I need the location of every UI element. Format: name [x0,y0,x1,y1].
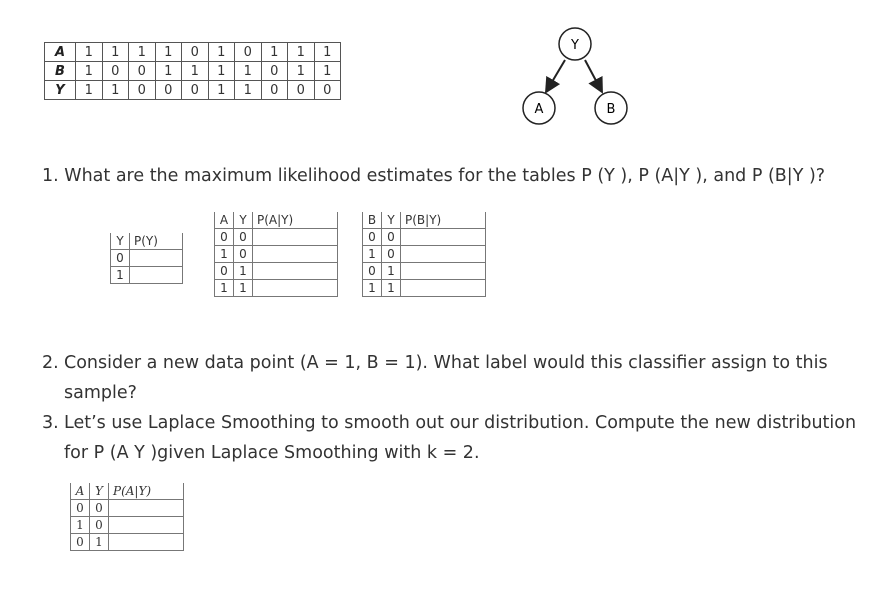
answer-cell [401,246,486,263]
header-cell: B [363,212,382,229]
table-header [71,483,184,500]
cell: 1 [90,534,109,551]
cell: 1 [314,43,341,62]
cell: 0 [234,229,253,246]
cell: 1 [208,81,235,100]
header-cell: P(A|Y) [253,212,338,229]
question-number: 3. [42,413,59,433]
question-text: What are the maximum likelihood estimates for the tables P (Y ), P (A|Y ), and P (B|Y )? [64,166,826,186]
cell: 1 [382,280,401,297]
question-line [42,348,862,378]
answer-cell [109,500,184,517]
svg-text:Y: Y [571,38,579,53]
table-row [363,280,486,297]
cell: 0 [235,43,262,62]
cell: 0 [182,81,209,100]
table-p-a-given-y-laplace [70,483,184,551]
header-cell: Y [111,233,130,250]
cell: 0 [261,81,288,100]
cell: 0 [129,62,156,81]
cell: 1 [208,62,235,81]
table-row [215,263,338,280]
node-b [595,92,627,124]
node-y [559,28,591,60]
cell: 1 [208,43,235,62]
cell: 1 [314,62,341,81]
table-header [111,233,183,250]
table-row [111,250,183,267]
answer-cell [130,250,183,267]
question-line [42,408,872,438]
table-row [111,267,183,284]
table-header [363,212,486,229]
answer-cell [130,267,183,284]
data-row-a [45,43,341,62]
cell: 0 [363,263,382,280]
cell: 1 [234,263,253,280]
answer-cell [109,517,184,534]
question-text: for P (A Y )given Laplace Smoothing with k = 2. [64,443,480,463]
cell: 0 [71,500,90,517]
header-cell: P(Y) [130,233,183,250]
cell: 1 [215,246,234,263]
cell: 1 [111,267,130,284]
cell: 1 [261,43,288,62]
cell: 1 [215,280,234,297]
cell: 0 [182,43,209,62]
table-p-b-given-y [362,212,486,297]
answer-cell [253,229,338,246]
cell: 1 [363,246,382,263]
question-text: Let’s use Laplace Smoothing to smooth out our distribution. Compute the new distribution [64,413,857,433]
cell: 0 [288,81,315,100]
data-table [44,42,341,100]
answer-cell [401,263,486,280]
answer-cell [253,263,338,280]
cell: 0 [382,229,401,246]
header-cell: P(B|Y) [401,212,486,229]
cell: 1 [235,81,262,100]
cell: 1 [76,62,103,81]
cell: 0 [129,81,156,100]
cell: 1 [288,62,315,81]
table-row [363,246,486,263]
header-cell: Y [234,212,253,229]
table-row [71,517,184,534]
question-number: 1. [42,166,59,186]
cell: 1 [155,43,182,62]
cell: 1 [235,62,262,81]
bayes-network-diagram [510,22,640,132]
question-2 [42,348,862,408]
cell: 1 [71,517,90,534]
table-row [71,500,184,517]
cell: 0 [215,229,234,246]
table-row [363,263,486,280]
cell: 1 [288,43,315,62]
cell: 0 [314,81,341,100]
answer-cell [401,229,486,246]
cell: 1 [363,280,382,297]
cell: 1 [382,263,401,280]
answer-cell [253,280,338,297]
cell: 0 [234,246,253,263]
table-p-y [110,233,183,284]
cell: 1 [76,81,103,100]
node-a [523,92,555,124]
data-row-b [45,62,341,81]
header-cell: P(A|Y) [109,483,184,500]
cell: 0 [102,62,129,81]
svg-text:B: B [606,102,616,117]
header-cell: A [71,483,90,500]
row-label: A [45,43,76,62]
cell: 0 [261,62,288,81]
table-row [215,280,338,297]
table-header [215,212,338,229]
cell: 1 [129,43,156,62]
cell: 1 [102,81,129,100]
answer-cell [401,280,486,297]
edge-y-b [585,60,602,92]
cell: 0 [363,229,382,246]
question-number: 2. [42,353,59,373]
edge-y-a [546,60,565,92]
header-cell: A [215,212,234,229]
header-cell: Y [382,212,401,229]
question-text: sample? [64,383,137,403]
table-row [363,229,486,246]
cell: 0 [155,81,182,100]
cell: 0 [111,250,130,267]
cell: 1 [155,62,182,81]
question-1 [42,166,862,186]
data-row-y [45,81,341,100]
table-row [215,246,338,263]
cell: 0 [90,500,109,517]
header-cell: Y [90,483,109,500]
row-label: B [45,62,76,81]
cell: 1 [102,43,129,62]
table-row [71,534,184,551]
row-label: Y [45,81,76,100]
table-row [215,229,338,246]
table-p-a-given-y [214,212,338,297]
cell: 0 [90,517,109,534]
cell: 0 [71,534,90,551]
cell: 1 [234,280,253,297]
answer-cell [109,534,184,551]
question-3 [42,408,872,468]
cell: 0 [215,263,234,280]
cell: 0 [382,246,401,263]
question-text: Consider a new data point (A = 1, B = 1). What label would this classifier assign to this [64,353,828,373]
cell: 1 [182,62,209,81]
answer-cell [253,246,338,263]
svg-text:A: A [534,102,544,117]
cell: 1 [76,43,103,62]
